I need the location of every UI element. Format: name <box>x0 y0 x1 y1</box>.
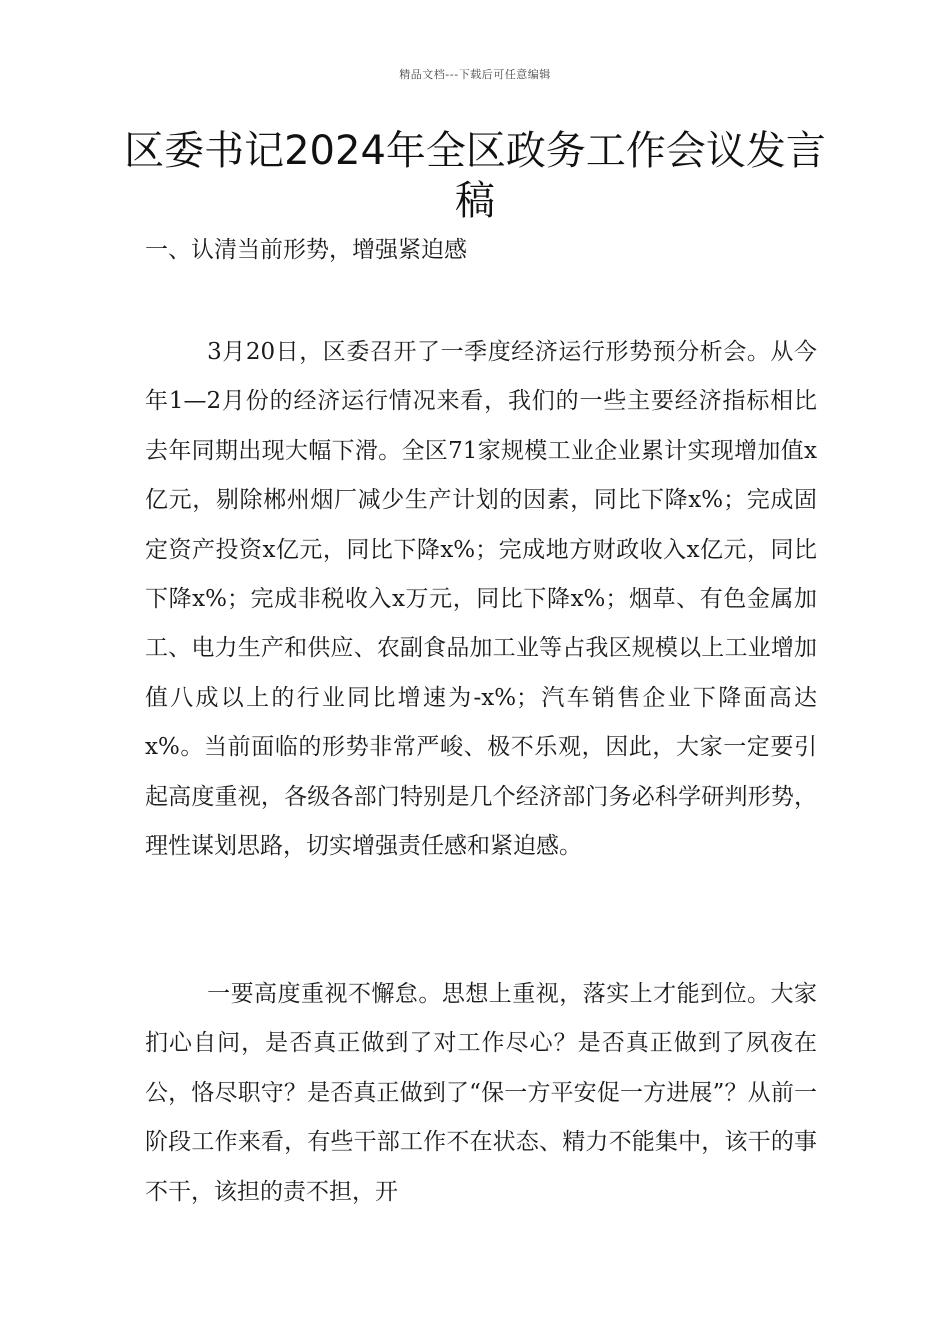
paragraph-2: 一要高度重视不懈怠。思想上重视，落实上才能到位。大家扪心自问，是否真正做到了对工作尽心？是否真正做到了夙夜在公，恪尽职守？是否真正做到了“保一方平安促一方进展”？从前一阶段工作来看，有些干部工作不在状态、精力不能集中，该干的事不干，该担的责不担，开 <box>145 981 817 1205</box>
paragraph-1: 3月20日，区委召开了一季度经济运行形势预分析会。从今年1—2月份的经济运行情况来看，我们的一些主要经济指标相比去年同期出现大幅下滑。全区71家规模工业企业累计实现增加值x亿元，剔除郴州烟厂减少生产计划的因素，同比下降x%；完成固定资产投资x亿元，同比下降x%；完成地方财政收入x亿元，同比下降x%；完成非税收入x万元，同比下降x%；烟草、有色金属加工、电力生产和供应、农副食品加工业等占我区规模以上工业增加值八成以上的行业同比增速为-x%；汽车销售企业下降面高达x%。当前面临的形势非常严峻、极不乐观，因此，大家一定要引起高度重视，各级各部门特别是几个经济部门务必科学研判形势，理性谋划思路，切实增强责任感和紧迫感。 <box>145 339 817 860</box>
section-heading: 一、认清当前形势，增强紧迫感 <box>145 237 467 263</box>
document-title: 区委书记2024年全区政务工作会议发言稿 <box>124 128 826 224</box>
page-header: 精品文档---下载后可任意编辑 <box>399 68 551 81</box>
